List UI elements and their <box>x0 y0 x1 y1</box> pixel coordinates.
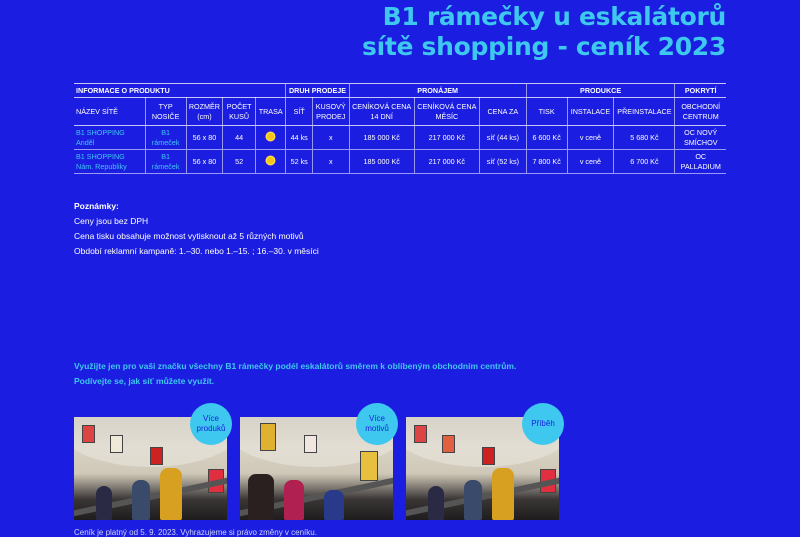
column-header-line: TRASA <box>258 106 283 116</box>
price-14-days-cell-line: 185 000 Kč <box>363 156 400 166</box>
site-name-line: B1 SHOPPING <box>76 151 125 161</box>
column-header-line: 14 DNÍ <box>370 111 393 121</box>
notes-section <box>74 199 319 259</box>
site-name-line: Anděl <box>76 137 95 147</box>
passenger <box>464 480 482 520</box>
title-line-2: sítě shopping - ceník 2023 <box>361 32 726 61</box>
more-products-badge[interactable] <box>190 403 232 445</box>
column-header-line: MĚSÍC <box>435 111 459 121</box>
badge-line: produků <box>196 424 226 433</box>
carrier-type-line: B1 <box>161 127 171 137</box>
group-coverage: POKRYTÍ <box>675 84 726 98</box>
column-header-line: NÁZEV SÍTĚ <box>76 106 118 116</box>
reinstall-cell-line: 6 700 Kč <box>630 156 659 166</box>
print-cell-line: 6 600 Kč <box>532 132 561 142</box>
footer-note: Ceník je platný od 5. 9. 2023. Vyhrazujeme si právo změny v ceníku. <box>74 528 317 537</box>
column-header-line: KUSOVÝ <box>315 101 346 111</box>
price-table <box>74 83 726 174</box>
column-header-line: ROZMĚR <box>188 101 220 111</box>
promo-text <box>74 359 516 389</box>
shopping-center-cell-line: OC NOVÝ <box>684 127 718 137</box>
more-motifs-badge[interactable] <box>356 403 398 445</box>
size-cell <box>186 126 223 150</box>
column-header-line: INSTALACE <box>570 106 611 116</box>
price-for-cell-line: síť (52 ks) <box>486 156 519 166</box>
column-header-line: TISK <box>538 106 555 116</box>
column-header <box>675 98 726 126</box>
shopping-center-cell <box>675 150 726 174</box>
passenger <box>160 468 182 520</box>
column-header <box>479 98 526 126</box>
route-cell <box>255 150 286 174</box>
column-header-line: (cm) <box>197 111 212 121</box>
note-line: Cena tisku obsahuje možnost vytisknout až 5 různých motivů <box>74 231 304 241</box>
title-line-1: B1 rámečky u eskalátorů <box>382 2 726 31</box>
group-header-row <box>74 84 726 98</box>
size-cell <box>186 150 223 174</box>
group-sale-type: DRUH PRODEJE <box>286 84 349 98</box>
column-header-line: PŘEINSTALACE <box>617 106 672 116</box>
promo-line: Využijte jen pro vaši značku všechny B1 rámečky podél eskalátorů směrem k oblíbeným obchodním centrům. <box>74 361 517 371</box>
column-header-line: POČET <box>226 101 252 111</box>
passenger <box>428 486 444 520</box>
badge-line: Více <box>202 414 219 423</box>
ad-frame <box>260 423 276 451</box>
passenger <box>132 480 150 520</box>
page-title <box>362 2 726 62</box>
column-header-line: SÍŤ <box>293 106 305 116</box>
shopping-center-cell-line: SMÍCHOV <box>683 137 718 147</box>
column-header-line: TYP <box>158 101 173 111</box>
price-14-days-cell <box>349 126 414 150</box>
column-header <box>145 98 186 126</box>
count-cell-line: 44 <box>235 132 244 142</box>
piece-sale-cell-line: x <box>328 156 333 166</box>
group-product-info: INFORMACE O PRODUKTU <box>74 84 286 98</box>
column-header <box>414 98 479 126</box>
column-header-line: KUSŮ <box>229 111 250 121</box>
notes-heading: Poznámky: <box>74 201 119 211</box>
passenger <box>248 474 274 520</box>
badge-line: motivů <box>365 424 389 433</box>
column-header-row <box>74 98 726 126</box>
net-cell <box>286 126 312 150</box>
badge-line: Více <box>368 414 385 423</box>
price-14-days-cell-line: 185 000 Kč <box>363 132 400 142</box>
carrier-type <box>145 126 186 150</box>
passenger <box>492 468 514 520</box>
column-header <box>567 98 614 126</box>
site-name-line: Nám. Republiky <box>76 161 127 171</box>
print-cell <box>526 150 567 174</box>
net-cell <box>286 150 312 174</box>
passenger <box>324 490 344 520</box>
reinstall-cell <box>614 126 675 150</box>
carrier-type-line: B1 <box>161 151 171 161</box>
net-cell-line: 52 ks <box>290 156 308 166</box>
passenger <box>284 480 304 520</box>
ad-frame <box>82 425 95 443</box>
badge-line: Příběh <box>531 419 555 428</box>
price-month-cell <box>414 126 479 150</box>
shopping-center-cell-line: OC <box>695 151 707 161</box>
column-header <box>614 98 675 126</box>
column-header-line: OBCHODNÍ <box>681 101 721 111</box>
install-cell-line: v ceně <box>579 156 602 166</box>
ad-frame <box>414 425 427 443</box>
story-badge[interactable] <box>522 403 564 445</box>
column-header <box>312 98 349 126</box>
price-month-cell-line: 217 000 Kč <box>428 156 466 166</box>
column-header <box>526 98 567 126</box>
install-cell <box>567 126 614 150</box>
route-cell <box>255 126 286 150</box>
price-for-cell <box>479 126 526 150</box>
install-cell <box>567 150 614 174</box>
column-header <box>349 98 414 126</box>
shopping-center-cell <box>675 126 726 150</box>
count-cell <box>223 150 256 174</box>
ad-frame <box>442 435 455 453</box>
price-month-cell-line: 217 000 Kč <box>428 132 466 142</box>
column-header <box>286 98 312 126</box>
price-for-cell <box>479 150 526 174</box>
size-cell-line: 56 x 80 <box>192 132 217 142</box>
size-cell-line: 56 x 80 <box>192 156 217 166</box>
count-cell-line: 52 <box>235 156 244 166</box>
table-row <box>74 150 726 174</box>
note-line: Období reklamní kampaně: 1.–30. nebo 1.–15. ; 16.–30. v měsíci <box>74 246 319 256</box>
column-header <box>186 98 223 126</box>
price-for-cell-line: síť (44 ks) <box>486 132 519 142</box>
ad-frame <box>360 451 378 481</box>
site-name <box>74 126 145 150</box>
price-month-cell <box>414 150 479 174</box>
site-name-line: B1 SHOPPING <box>76 127 125 137</box>
price-14-days-cell <box>349 150 414 174</box>
piece-sale-cell <box>312 150 349 174</box>
table-row <box>74 126 726 150</box>
site-name <box>74 150 145 174</box>
ad-frame <box>150 447 163 465</box>
column-header-line: CENTRUM <box>682 111 719 121</box>
ad-frame <box>304 435 317 453</box>
passenger <box>96 486 112 520</box>
column-header-line: PRODEJ <box>316 111 346 121</box>
reinstall-cell <box>614 150 675 174</box>
note-line: Ceny jsou bez DPH <box>74 216 149 226</box>
ad-frame <box>482 447 495 465</box>
column-header <box>223 98 256 126</box>
ad-frame <box>110 435 123 453</box>
carrier-type-line: rámeček <box>151 161 180 171</box>
carrier-type-line: rámeček <box>151 137 180 147</box>
column-header-line: CENA ZA <box>487 106 519 116</box>
column-header-line: CENÍKOVÁ CENA <box>352 101 412 111</box>
piece-sale-cell-line: x <box>328 132 333 142</box>
reinstall-cell-line: 5 680 Kč <box>630 132 659 142</box>
print-cell <box>526 126 567 150</box>
sun-icon <box>267 157 274 164</box>
shopping-center-cell-line: PALLADIUM <box>680 161 721 171</box>
net-cell-line: 44 ks <box>290 132 308 142</box>
piece-sale-cell <box>312 126 349 150</box>
print-cell-line: 7 800 Kč <box>532 156 561 166</box>
carrier-type <box>145 150 186 174</box>
sun-icon <box>267 133 274 140</box>
install-cell-line: v ceně <box>579 132 602 142</box>
count-cell <box>223 126 256 150</box>
promo-line: Podívejte se, jak síť můžete využít. <box>74 376 215 386</box>
column-header <box>74 98 145 126</box>
column-header <box>255 98 286 126</box>
group-rental: PRONÁJEM <box>349 84 526 98</box>
group-production: PRODUKCE <box>526 84 675 98</box>
column-header-line: CENÍKOVÁ CENA <box>417 101 477 111</box>
column-header-line: NOSIČE <box>151 111 180 121</box>
